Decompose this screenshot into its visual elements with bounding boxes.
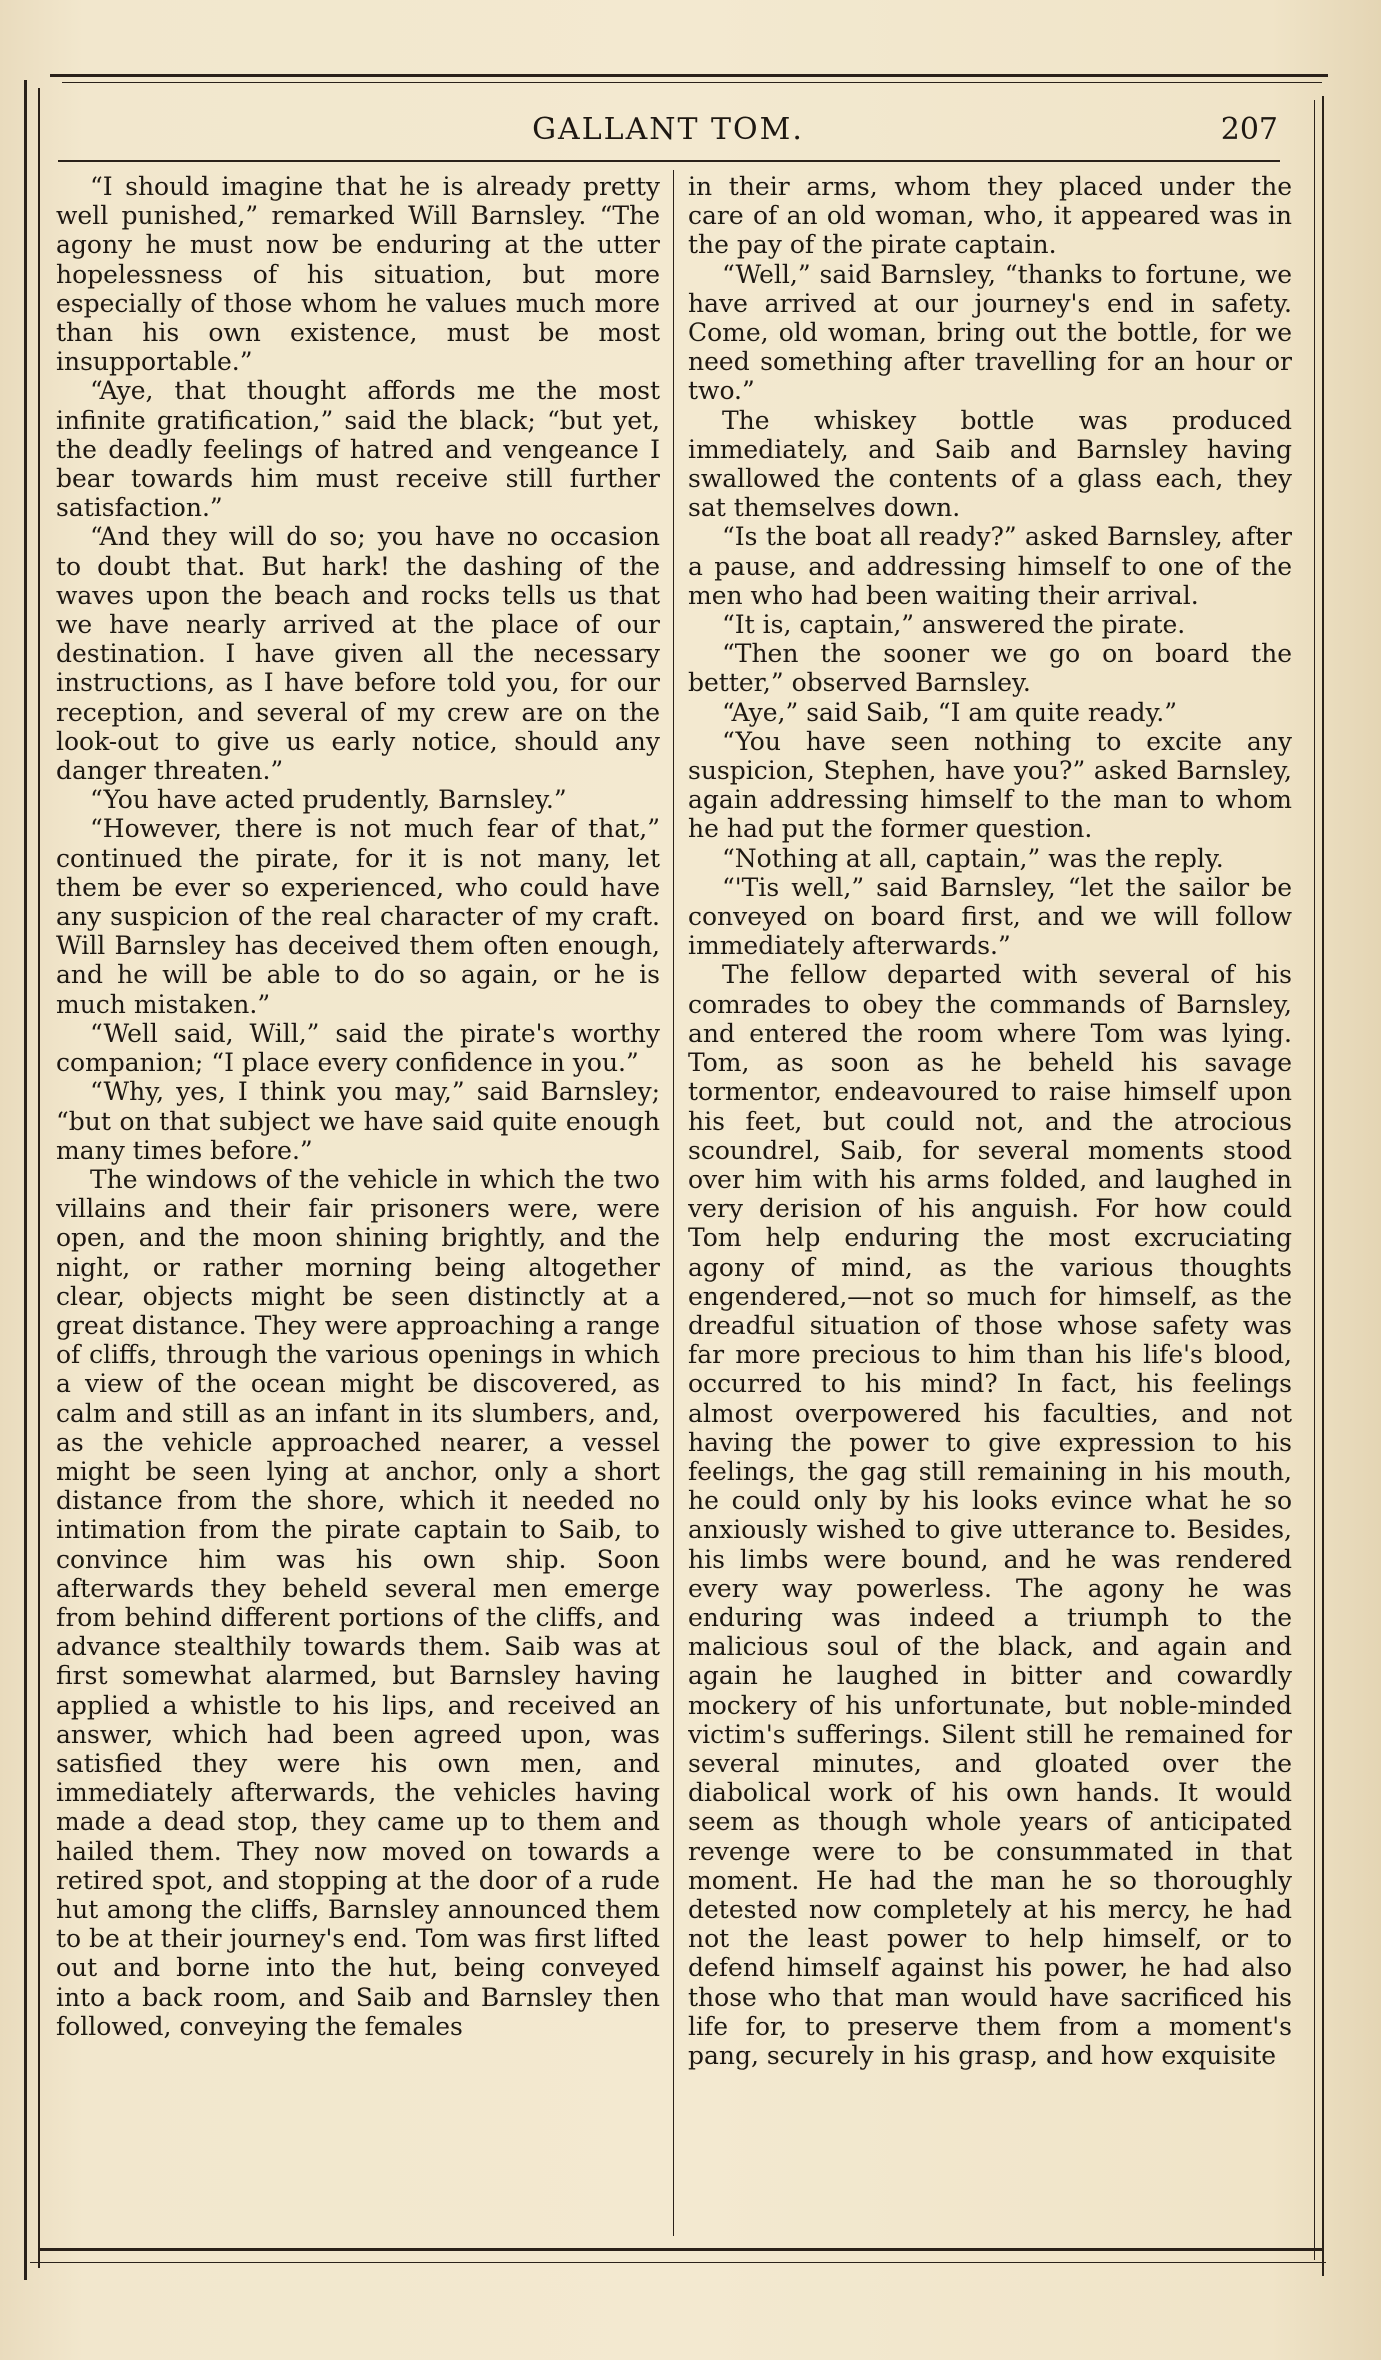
right-column (688, 172, 1292, 2232)
paragraph: “Aye,” said Saib, “I am quite ready.” (722, 697, 1178, 727)
paragraph: “Then the sooner we go on board the better,” observed Barnsley. (688, 639, 1292, 698)
bottom-rule (40, 2248, 1324, 2251)
frame-right-outer (1322, 96, 1324, 2276)
column-divider (673, 170, 674, 2236)
paragraph: “Is the boat all ready?” asked Barnsley, after a pause, and addressing himself to one of the men who had been waiting their arrival. (688, 522, 1292, 610)
paragraph: “I should imagine that he is already pretty well punished,” remarked Will Barnsley. “The agony he must now be enduring at the utter hopelessness of his situation, but more especially of those whom he values much more than his own existence, must be most insupportable.” (56, 172, 660, 377)
paragraph: The windows of the vehicle in which the two villains and their fair prisoners were, were open, and the moon shining brightly, and the night, or rather morning being altogether clear, objects might be seen distinctly at a great distance. They were approaching a range of cliffs, through the various openings in which a view of the ocean might be discovered, as calm and still as an infant in its slumbers, and, as the vehicle approached nearer, a vessel might be seen lying at anchor, only a short distance from the shore, which it needed no intimation from the pirate captain to Saib, to convince him was his own ship. Soon afterwards they beheld several men emerge from behind different portions of the cliffs, and advance stealthily towards them. Saib was at first somewhat alarmed, but Barnsley having applied a whistle to his lips, and received an answer, which had been agreed upon, was satisfied they were his own men, and immediately afterwards, the vehicles having made a dead stop, they came up to them and hailed them. They now moved on towards a retired spot, and stopping at the door of a rude hut among the cliffs, Barnsley announced them to be at their journey's end. Tom was first lifted out and borne into the hut, being conveyed into a back room, and Saib and Barnsley then followed, conveying the females (56, 1164, 660, 2041)
bottom-rule-thin (30, 2262, 1326, 2263)
running-title: GALLANT TOM. (532, 112, 804, 147)
paragraph: “You have acted prudently, Barnsley.” (90, 785, 567, 815)
top-rule (50, 74, 1328, 77)
top-rule-thin (62, 82, 1322, 83)
page-number: 207 (1220, 112, 1278, 147)
running-header (58, 112, 1278, 160)
paragraph: “Well,” said Barnsley, “thanks to fortune, we have arrived at our journey's end in safety. Come, old woman, bring out the bottle, for we need something after travelling for an hour or two.” (688, 259, 1292, 406)
paragraph: in their arms, whom they placed under the care of an old woman, who, it appeared was in the pay of the pirate captain. (688, 172, 1292, 260)
paragraph: “Well said, Will,” said the pirate's worthy companion; “I place every confidence in you.” (56, 1018, 660, 1078)
paragraph: “And they will do so; you have no occasion to doubt that. But hark! the dashing of the waves upon the beach and rocks tells us that we have nearly arrived at the place of our destination. I have given all the necessary instructions, as I have before told you, for our reception, and several of my crew are on the look-out to give us early notice, should any danger threaten.” (56, 522, 660, 786)
paragraph: “You have seen nothing to excite any suspicion, Stephen, have you?” asked Barnsley, again addressing himself to the man to whom he had put the former question. (688, 726, 1292, 844)
paragraph: “However, there is not much fear of that,” continued the pirate, for it is not many, let them be ever so experienced, who could have any suspicion of the real character of my craft. Will Barnsley has deceived them often enough, and he will be able to do so again, or he is much mistaken.” (56, 814, 660, 1019)
left-column (56, 172, 660, 2232)
frame-left-inner (38, 88, 40, 2268)
paragraph: “'Tis well,” said Barnsley, “let the sailor be conveyed on board first, and we will follow immediately afterwards.” (688, 872, 1292, 961)
paragraph: The fellow departed with several of his comrades to obey the commands of Barnsley, and entered the room where Tom was lying. Tom, as soon as he beheld his savage tormentor, endeavoured to raise himself upon his feet, but could not, and the atrocious scoundrel, Saib, for several moments stood over him with his arms folded, and laughed in very derision of his anguish. For how could Tom help enduring the most excruciating agony of mind, as the various thoughts engendered,—not so much for himself, as the dreadful situation of those whose safety was far more precious to him than his life's blood, occurred to his mind? In fact, his feelings almost overpowered his faculties, and not having the power to give expression to his feelings, the gag still remaining in his mouth, he could only by his looks evince what he so anxiously wished to give utterance to. Besides, his limbs were bound, and he was rendered every way powerless. The agony he was enduring was indeed a triumph to the malicious soul of the black, and again and again he laughed in bitter and cowardly mockery of his unfortunate, but noble-minded victim's sufferings. Silent still he remained for several minutes, and gloated over the diabolical work of his own hands. It would seem as though whole years of anticipated revenge were to be consummated in that moment. He had the man he so thoroughly detested now completely at his mercy, he had not the least power to help himself, or to defend himself against his power, he had also those who that man would have sacrificed his life for, to preserve them from a moment's pang, securely in his grasp, and how exquisite (688, 960, 1292, 2070)
paragraph: “Aye, that thought affords me the most infinite gratification,” said the black; “but yet, the deadly feelings of hatred and vengeance I bear towards him must receive still further satisfaction.” (56, 376, 660, 523)
paragraph: “Why, yes, I think you may,” said Barnsley; “but on that subject we have said quite enough many times before.” (56, 1077, 660, 1165)
header-rule (58, 160, 1280, 162)
paragraph: “It is, captain,” answered the pirate. (722, 610, 1186, 640)
frame-left-outer (24, 80, 27, 2280)
paragraph: The whiskey bottle was produced immediately, and Saib and Barnsley having swallowed the contents of a glass each, they sat themselves down. (688, 405, 1292, 523)
paragraph: “Nothing at all, captain,” was the reply. (722, 843, 1224, 873)
frame-right-inner (1314, 100, 1315, 2260)
